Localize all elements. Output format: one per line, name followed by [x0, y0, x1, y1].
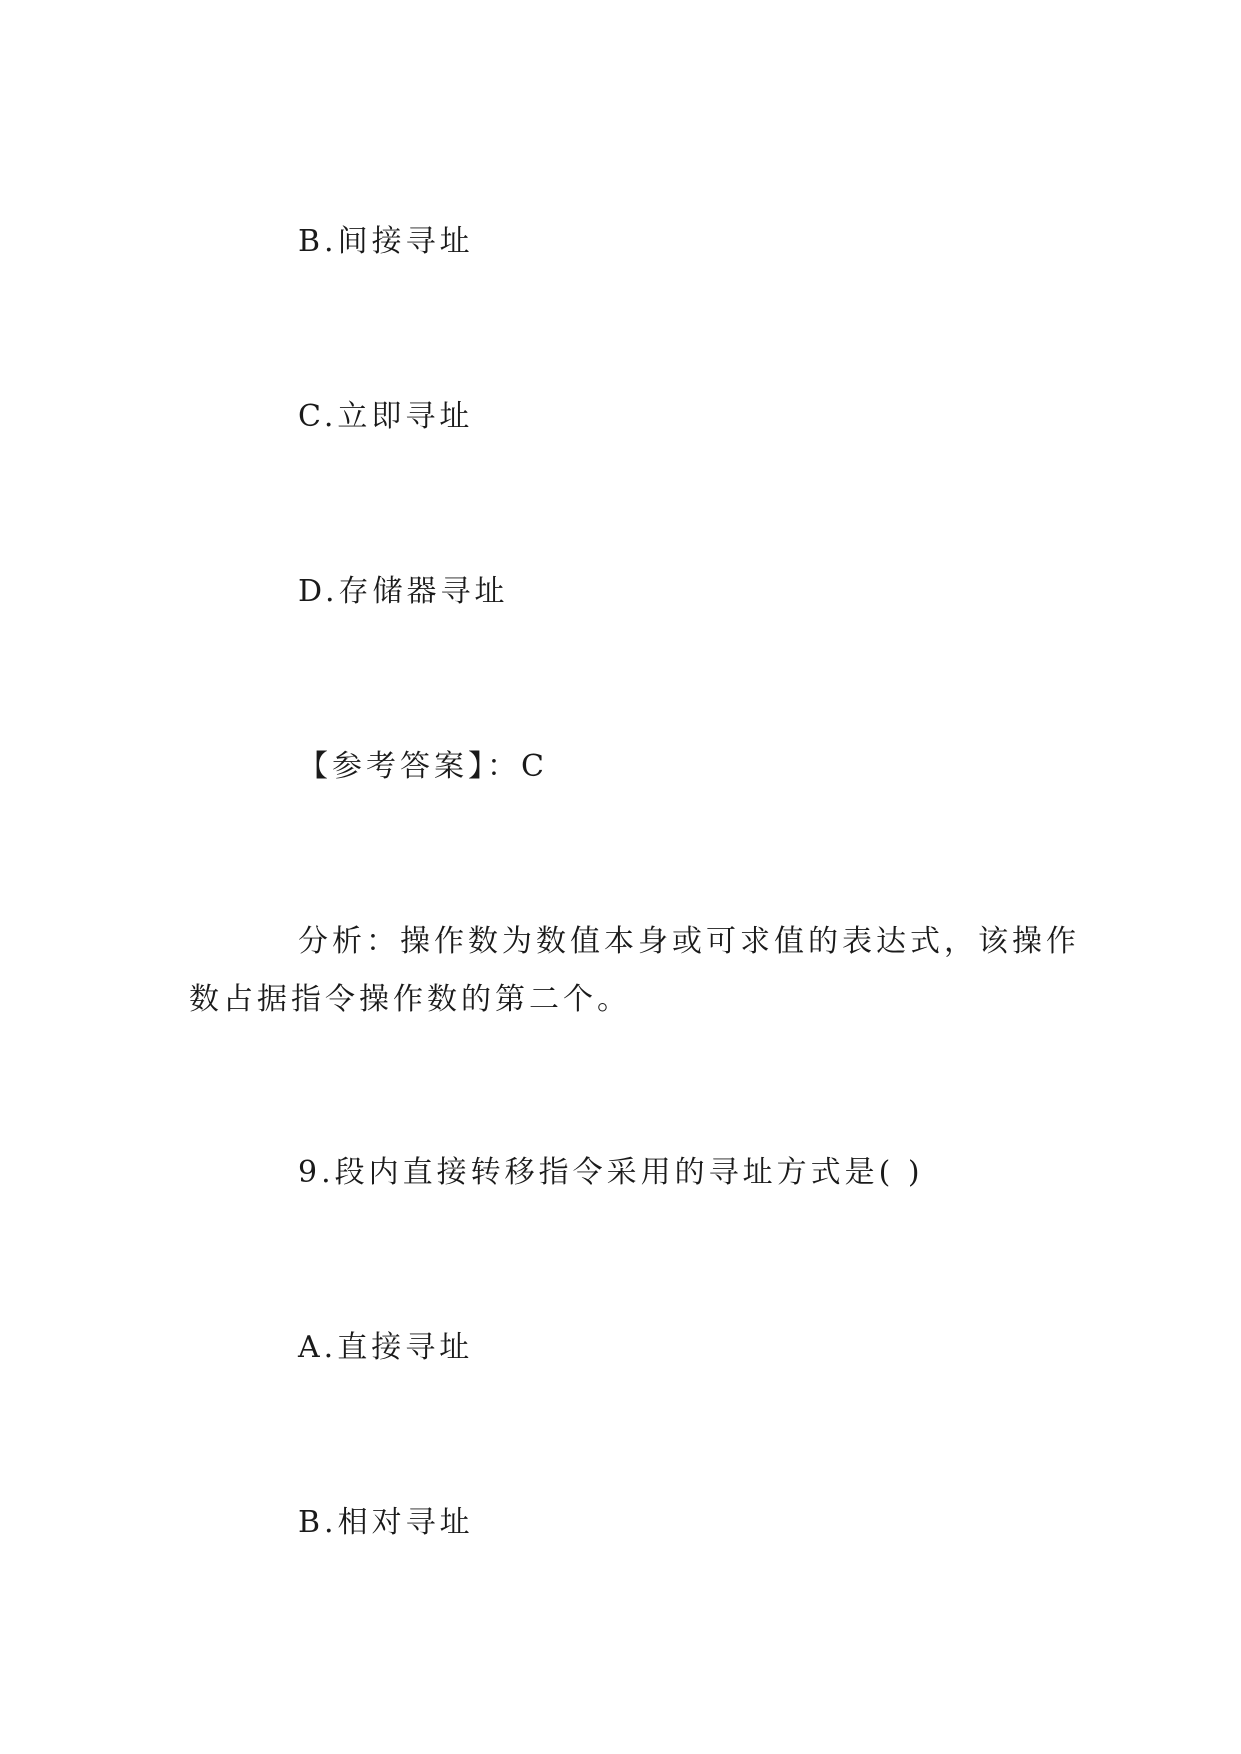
option-d-memory: D.存储器寻址 [298, 574, 509, 609]
question-9: 9.段内直接转移指令采用的寻址方式是( ) [298, 1155, 924, 1190]
analysis-line-2: 数占据指令操作数的第二个。 [189, 982, 631, 1017]
reference-answer: 【参考答案】：C [298, 749, 548, 784]
option-a-direct: A.直接寻址 [298, 1330, 474, 1365]
option-b-indirect: B.间接寻址 [298, 224, 474, 259]
analysis-line-1: 分析：操作数为数值本身或可求值的表达式，该操作 [298, 924, 1080, 959]
option-c-immediate: C.立即寻址 [298, 399, 474, 434]
option-b-relative: B.相对寻址 [298, 1505, 474, 1540]
